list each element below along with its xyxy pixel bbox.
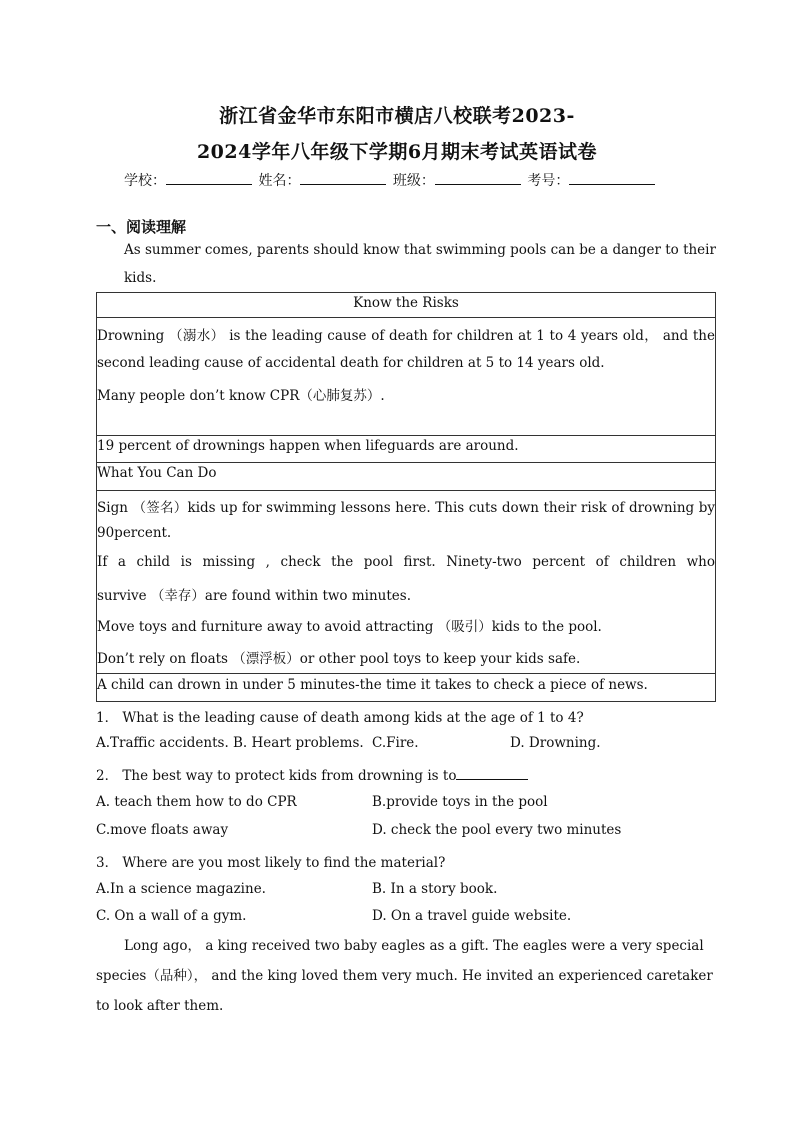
info-table bbox=[96, 292, 716, 702]
exam-number-blank[interactable] bbox=[569, 171, 655, 185]
name-label: 姓名： bbox=[258, 173, 301, 189]
class-label: 班级： bbox=[392, 173, 435, 189]
table-line: What You Can Do bbox=[97, 465, 217, 481]
table-line: second leading cause of accidental death for children at 5 to 14 years old. bbox=[97, 355, 605, 371]
student-info-row bbox=[124, 170, 657, 190]
table-line: survive （幸存）are found within two minutes. bbox=[97, 588, 411, 604]
question-3-option-b[interactable]: B. In a story book. bbox=[372, 881, 498, 897]
table-row-footer bbox=[97, 673, 715, 701]
exam-title-line1: 浙江省金华市东阳市横店八校联考2023- bbox=[219, 105, 575, 127]
story-paragraph bbox=[96, 931, 713, 1021]
table-line: Don’t rely on floats （漂浮板）or other pool toys to keep your kids safe. bbox=[97, 651, 581, 667]
question-1-option-c[interactable]: C.Fire. bbox=[372, 735, 419, 751]
intro-paragraph bbox=[96, 236, 716, 292]
table-line: Sign （签名）kids up for swimming lessons here. This cuts down their risk of drowning by bbox=[97, 500, 715, 516]
question-3-option-c[interactable]: C. On a wall of a gym. bbox=[96, 908, 247, 924]
question-1-option-b[interactable]: B. Heart problems. bbox=[233, 735, 364, 751]
question-1-stem: 1． What is the leading cause of death among kids at the age of 1 to 4? bbox=[96, 710, 584, 726]
question-3-option-a[interactable]: A.In a science magazine. bbox=[96, 881, 266, 897]
school-blank[interactable] bbox=[166, 171, 252, 185]
intro-line: kids. bbox=[124, 270, 157, 286]
intro-line: As summer comes, parents should know that swimming pools can be a danger to their bbox=[124, 242, 716, 258]
question-2-stem bbox=[96, 764, 528, 784]
exam-number-label: 考号： bbox=[527, 173, 570, 189]
table-line: 19 percent of drownings happen when lifeguards are around. bbox=[97, 438, 519, 454]
table-line: Move toys and furniture away to avoid attracting （吸引）kids to the pool. bbox=[97, 619, 602, 635]
question-2-option-a[interactable]: A. teach them how to do CPR bbox=[96, 794, 297, 810]
name-blank[interactable] bbox=[300, 171, 386, 185]
class-blank[interactable] bbox=[435, 171, 521, 185]
question-3-stem: 3． Where are you most likely to find the material? bbox=[96, 855, 446, 871]
school-label: 学校： bbox=[124, 173, 166, 189]
table-line: 90percent. bbox=[97, 525, 172, 541]
story-line: to look after them. bbox=[96, 998, 224, 1014]
exam-title-line2: 2024学年八年级下学期6月期末考试英语试卷 bbox=[196, 141, 598, 163]
table-row-what-heading bbox=[97, 462, 715, 490]
table-line: If a child is missing , check the pool first. Ninety-two percent of children who bbox=[97, 554, 715, 570]
table-heading: Know the Risks bbox=[353, 295, 459, 311]
table-row-actions bbox=[97, 490, 715, 673]
story-line: species（品种）， and the king loved them very much. He invited an experienced caretaker bbox=[96, 968, 713, 984]
question-2-text: 2． The best way to protect kids from drowning is to bbox=[96, 768, 457, 784]
question-2-option-c[interactable]: C.move floats away bbox=[96, 822, 229, 838]
story-line: Long ago， a king received two baby eagles as a gift. The eagles were a very special bbox=[124, 938, 704, 954]
table-line: Drowning （溺水） is the leading cause of death for children at 1 to 4 years old， and the bbox=[97, 328, 715, 344]
question-2-option-d[interactable]: D. check the pool every two minutes bbox=[372, 822, 622, 838]
question-3-option-d[interactable]: D. On a travel guide website. bbox=[372, 908, 572, 924]
table-row-risks bbox=[97, 317, 715, 435]
table-line: A child can drown in under 5 minutes-the time it takes to check a piece of news. bbox=[97, 677, 648, 693]
table-row-risk-extra bbox=[97, 435, 715, 462]
question-1-option-d[interactable]: D. Drowning. bbox=[510, 735, 601, 751]
section-title: 一、阅读理解 bbox=[96, 218, 187, 236]
answer-blank[interactable] bbox=[456, 767, 528, 780]
question-1-option-a[interactable]: A.Traffic accidents. bbox=[96, 735, 229, 751]
table-line: Many people don’t know CPR（心肺复苏）. bbox=[97, 388, 385, 404]
question-2-option-b[interactable]: B.provide toys in the pool bbox=[372, 794, 548, 810]
